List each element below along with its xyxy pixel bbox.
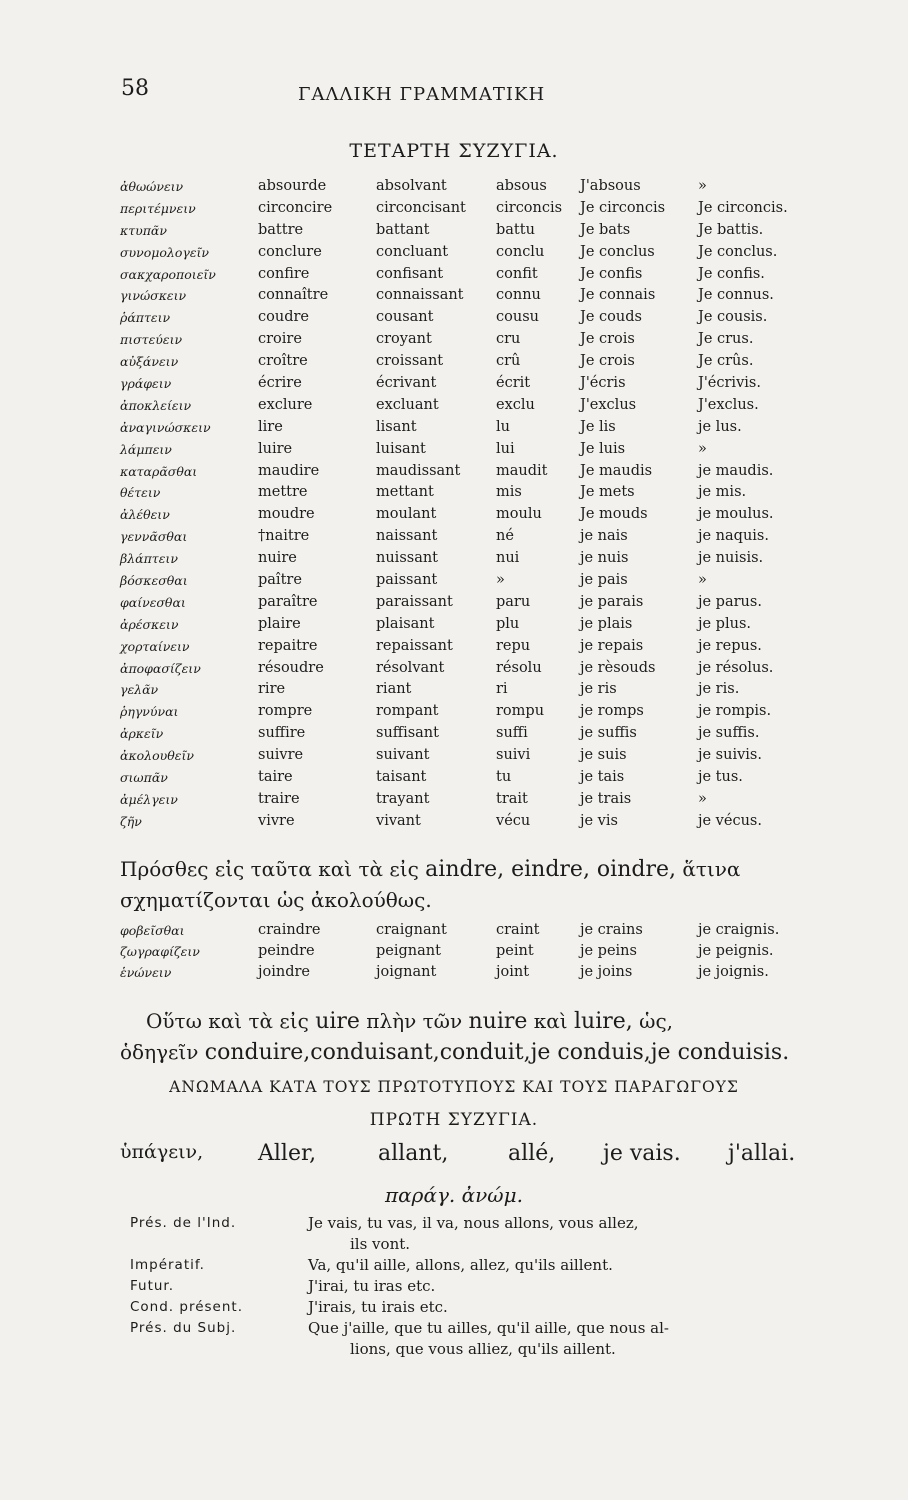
table-row <box>120 701 820 723</box>
cell-present: Je connais <box>580 287 656 304</box>
cell-past-participle: cru <box>496 331 521 348</box>
cell-greek: ἀναγινώσκειν <box>120 419 211 435</box>
table-row <box>120 417 820 439</box>
paradigm-note: παράγ. ἀνώμ. <box>385 1183 523 1207</box>
cell-participle: nuissant <box>376 550 439 567</box>
cell-greek: γεννᾶσθαι <box>120 529 188 545</box>
cell-present: Je maudis <box>580 462 653 479</box>
cell-infinitive: mettre <box>258 484 308 501</box>
cell-past-participle: nui <box>496 550 520 567</box>
table-row <box>120 242 820 264</box>
cell-past: je parus. <box>698 593 762 610</box>
aller-row <box>120 1141 820 1175</box>
cell-participle: circoncisant <box>376 199 466 216</box>
table-row <box>120 351 820 373</box>
note-uire-e: καὶ <box>533 1009 568 1033</box>
form-text: lions, que vous alliez, qu'ils aillent. <box>350 1340 616 1358</box>
aller-present: je vais. <box>603 1141 681 1166</box>
cell-present: je nais <box>580 528 628 545</box>
cell-present: Je luis <box>580 440 626 457</box>
note-aindre-lead: Πρόσθες εἰς ταῦτα καὶ τὰ εἰς <box>120 857 419 881</box>
cell-past-participle: joint <box>496 964 530 980</box>
cell-past: je ris. <box>698 681 740 698</box>
cell-past-participle: lui <box>496 440 515 457</box>
form-row <box>130 1255 820 1276</box>
aller-past: j'allai. <box>728 1141 796 1166</box>
table-row <box>120 548 820 570</box>
table-row <box>120 329 820 351</box>
cell-greek: γράφειν <box>120 376 172 392</box>
cell-past: je résolus. <box>698 659 774 676</box>
cell-past: Je crus. <box>698 331 754 348</box>
cell-greek: χορταίνειν <box>120 638 190 654</box>
cell-past-participle: circoncis <box>496 199 563 216</box>
cell-participle: croissant <box>376 353 444 370</box>
cell-present: je peins <box>580 943 637 959</box>
cell-past-participle: connu <box>496 287 541 304</box>
cell-greek: θέτειν <box>120 485 161 501</box>
cell-present: je tais <box>580 769 625 786</box>
table-row <box>120 658 820 680</box>
cell-past-participle: mis <box>496 484 522 501</box>
cell-greek: ἀθωώνειν <box>120 179 184 194</box>
form-label: Futur. <box>130 1278 175 1294</box>
cell-infinitive: lire <box>258 418 283 435</box>
cell-participle: taisant <box>376 769 427 786</box>
cell-past: je repus. <box>698 637 762 654</box>
cell-greek: σιωπᾶν <box>120 770 168 786</box>
cell-participle: suivant <box>376 747 430 764</box>
cell-past: je peignis. <box>698 943 774 959</box>
aller-forms <box>130 1213 820 1360</box>
cell-past-participle: ri <box>496 681 508 698</box>
cell-present: Je conclus <box>580 243 655 260</box>
cell-past: je tus. <box>698 769 743 786</box>
form-row <box>130 1297 820 1318</box>
cell-past: je naquis. <box>698 528 769 545</box>
cell-greek: βλάπτειν <box>120 551 178 567</box>
cell-present: J'écris <box>580 375 626 392</box>
cell-past: je moulus. <box>698 506 774 523</box>
cell-past-participle: né <box>496 528 514 545</box>
note-aindre-line-1 <box>120 854 820 885</box>
cell-past: je suivis. <box>698 747 762 764</box>
cell-greek: φοβεῖσθαι <box>120 923 185 938</box>
cell-past-participle: confit <box>496 265 538 282</box>
cell-participle: luisant <box>376 440 426 457</box>
cell-past: je craignis. <box>698 922 780 938</box>
table-row <box>120 285 820 307</box>
cell-participle: paissant <box>376 572 438 589</box>
cell-present: je suis <box>580 747 627 764</box>
cell-greek: περιτέμνειν <box>120 200 196 216</box>
cell-present: Je bats <box>580 221 631 238</box>
aindre-table <box>120 920 820 983</box>
cell-participle: repaissant <box>376 637 453 654</box>
cell-greek: ἀποκλείειν <box>120 397 192 413</box>
cell-past: » <box>698 790 707 807</box>
form-label: Prés. du Subj. <box>130 1320 237 1336</box>
conjugation-table <box>120 176 820 833</box>
cell-infinitive: suivre <box>258 747 304 764</box>
cell-infinitive: repaitre <box>258 637 318 654</box>
cell-past: Je battis. <box>698 221 764 238</box>
cell-present: je ris <box>580 681 617 698</box>
cell-past-participle: suffi <box>496 725 528 742</box>
cell-greek: ἀκολουθεῖν <box>120 748 194 764</box>
note-aindre-tail1: ἅτινα <box>682 857 741 881</box>
cell-participle: paraissant <box>376 593 453 610</box>
cell-infinitive: luire <box>258 440 293 457</box>
cell-infinitive: maudire <box>258 462 320 479</box>
cell-infinitive: circoncire <box>258 199 333 216</box>
cell-past-participle: conclu <box>496 243 545 260</box>
cell-greek: ἀρέσκειν <box>120 616 179 632</box>
cell-greek: καταρᾶσθαι <box>120 463 198 479</box>
cell-greek: γελᾶν <box>120 682 159 698</box>
cell-infinitive: exclure <box>258 396 313 413</box>
cell-infinitive: confire <box>258 265 310 282</box>
page-number: 58 <box>121 76 149 101</box>
cell-present: Je lis <box>580 418 616 435</box>
note-uire-c: πλὴν τῶν <box>366 1009 463 1033</box>
cell-participle: trayant <box>376 790 430 807</box>
cell-greek: ζωγραφίζειν <box>120 944 200 959</box>
cell-present: Je circoncis <box>580 199 666 216</box>
cell-participle: excluant <box>376 396 439 413</box>
note-uire-b: uire <box>315 1009 360 1034</box>
cell-present: je plais <box>580 615 633 632</box>
cell-participle: rompant <box>376 703 439 720</box>
cell-past: Je circoncis. <box>698 199 788 216</box>
note-uire-line-2 <box>120 1037 820 1068</box>
cell-participle: concluant <box>376 243 449 260</box>
section-title: ΤΕΤΑΡΤΗ ΣΥΖΥΓΙΑ. <box>349 140 559 162</box>
cell-infinitive: écrire <box>258 375 302 392</box>
cell-past: J'exclus. <box>698 396 759 413</box>
cell-infinitive: traire <box>258 790 300 807</box>
cell-past-participle: moulu <box>496 506 542 523</box>
form-text: Je vais, tu vas, il va, nous allons, vous allez, <box>308 1214 639 1232</box>
table-row <box>120 745 820 767</box>
cell-present: je repais <box>580 637 644 654</box>
cell-infinitive: conclure <box>258 243 322 260</box>
note-aindre-line-2: σχηματίζονται ὡς ἀκολούθως. <box>120 888 432 912</box>
cell-participle: vivant <box>376 812 421 829</box>
cell-participle: résolvant <box>376 659 445 676</box>
cell-past-participle: repu <box>496 637 531 654</box>
cell-infinitive: résoudre <box>258 659 324 676</box>
cell-past-participle: peint <box>496 943 534 959</box>
note-uire-line-1 <box>120 1006 820 1037</box>
cell-participle: cousant <box>376 309 434 326</box>
cell-infinitive: absourde <box>258 178 327 194</box>
table-row <box>120 636 820 658</box>
table-row <box>120 395 820 417</box>
cell-present: Je mets <box>580 484 635 501</box>
running-title: ΓΑΛΛΙΚΗ ΓΡΑΜΜΑΤΙΚΗ <box>298 84 546 105</box>
cell-infinitive: rire <box>258 681 286 698</box>
cell-greek: συνομολογεῖν <box>120 244 210 260</box>
cell-past: je nuisis. <box>698 550 764 567</box>
aller-past-participle: allé, <box>508 1141 556 1166</box>
cell-infinitive: paître <box>258 572 302 589</box>
table-row <box>120 614 820 636</box>
cell-past: J'écrivis. <box>698 375 761 392</box>
table-row <box>120 962 820 983</box>
anomalia-subtitle: ΠΡΩΤΗ ΣΥΖΥΓΙΑ. <box>369 1110 539 1130</box>
cell-past-participle: plu <box>496 615 520 632</box>
cell-past-participle: écrit <box>496 375 531 392</box>
table-row <box>120 941 820 962</box>
form-text: Que j'aille, que tu ailles, qu'il aille, que nous al- <box>308 1319 669 1337</box>
cell-greek: κτυπᾶν <box>120 222 167 238</box>
cell-present: J'absous <box>580 178 641 194</box>
cell-participle: absolvant <box>376 178 447 194</box>
cell-greek: ἀποφασίζειν <box>120 660 201 676</box>
cell-past-participle: résolu <box>496 659 542 676</box>
cell-greek: γινώσκειν <box>120 288 187 304</box>
cell-participle: plaisant <box>376 615 435 632</box>
cell-infinitive: battre <box>258 221 304 238</box>
note-uire <box>120 1006 820 1068</box>
cell-participle: lisant <box>376 418 417 435</box>
cell-infinitive: coudre <box>258 309 309 326</box>
cell-infinitive: plaire <box>258 615 301 632</box>
cell-past-participle: rompu <box>496 703 545 720</box>
cell-participle: mettant <box>376 484 434 501</box>
cell-past: » <box>698 572 707 589</box>
cell-past-participle: exclu <box>496 396 535 413</box>
form-label: Prés. de l'Ind. <box>130 1215 237 1231</box>
cell-infinitive: †naitre <box>258 528 310 545</box>
table-row <box>120 439 820 461</box>
table-row <box>120 198 820 220</box>
cell-greek: βόσκεσθαι <box>120 573 188 589</box>
table-row <box>120 264 820 286</box>
cell-past: Je connus. <box>698 287 774 304</box>
cell-greek: λάμπειν <box>120 441 172 457</box>
note-uire-a: Οὕτω καὶ τὰ εἰς <box>146 1009 309 1033</box>
cell-past-participle: maudit <box>496 462 548 479</box>
cell-participle: peignant <box>376 943 441 959</box>
table-row <box>120 220 820 242</box>
cell-past: je suffis. <box>698 725 760 742</box>
cell-infinitive: croire <box>258 331 302 348</box>
cell-past: je plus. <box>698 615 751 632</box>
note-uire-h: ὁδηγεῖν <box>120 1040 199 1064</box>
cell-past: » <box>698 440 707 457</box>
cell-past-participle: lu <box>496 418 510 435</box>
cell-present: je suffis <box>580 725 637 742</box>
cell-infinitive: rompre <box>258 703 313 720</box>
cell-present: je pais <box>580 572 628 589</box>
cell-past-participle: cousu <box>496 309 539 326</box>
form-text: J'irais, tu irais etc. <box>308 1298 448 1316</box>
cell-past: je vécus. <box>698 812 762 829</box>
cell-participle: confisant <box>376 265 444 282</box>
cell-past-participle: » <box>496 572 505 589</box>
table-row <box>120 504 820 526</box>
form-row <box>130 1213 820 1255</box>
cell-past-participle: absous <box>496 178 547 194</box>
form-text: ils vont. <box>350 1235 411 1253</box>
cell-infinitive: joindre <box>258 964 310 980</box>
cell-infinitive: moudre <box>258 506 315 523</box>
cell-present: je crains <box>580 922 643 938</box>
cell-present: je parais <box>580 593 644 610</box>
cell-infinitive: nuire <box>258 550 297 567</box>
cell-infinitive: croître <box>258 353 308 370</box>
cell-participle: moulant <box>376 506 437 523</box>
cell-infinitive: craindre <box>258 922 321 938</box>
cell-present: J'exclus <box>580 396 637 413</box>
cell-greek: ἀλέθειν <box>120 507 170 523</box>
cell-past: je mis. <box>698 484 747 501</box>
note-aindre <box>120 854 820 915</box>
cell-greek: αὐξάνειν <box>120 354 179 370</box>
cell-participle: naissant <box>376 528 438 545</box>
form-label: Impératif. <box>130 1257 205 1273</box>
form-text: J'irai, tu iras etc. <box>308 1277 436 1295</box>
cell-present: Je crois <box>580 331 635 348</box>
cell-participle: battant <box>376 221 430 238</box>
cell-participle: joignant <box>376 964 437 980</box>
cell-past-participle: suivi <box>496 747 531 764</box>
cell-past-participle: battu <box>496 221 535 238</box>
cell-past: je maudis. <box>698 462 774 479</box>
cell-past: je lus. <box>698 418 742 435</box>
cell-greek: φαίνεσθαι <box>120 594 186 610</box>
cell-participle: craignant <box>376 922 447 938</box>
note-aindre-french: aindre, eindre, oindre, <box>425 857 676 882</box>
table-row <box>120 811 820 833</box>
cell-past: » <box>698 178 707 194</box>
cell-greek: ἀμέλγειν <box>120 791 178 807</box>
cell-present: Je couds <box>580 309 642 326</box>
cell-participle: suffisant <box>376 725 439 742</box>
form-text: Va, qu'il aille, allons, allez, qu'ils aillent. <box>308 1256 613 1274</box>
cell-present: je joins <box>580 964 633 980</box>
cell-participle: riant <box>376 681 412 698</box>
cell-past-participle: vécu <box>496 812 531 829</box>
table-row <box>120 789 820 811</box>
cell-infinitive: suffire <box>258 725 306 742</box>
note-uire-f: luire, <box>574 1009 633 1034</box>
cell-past-participle: crû <box>496 353 521 370</box>
aller-participle: allant, <box>378 1141 449 1166</box>
note-uire-i: conduire,conduisant,conduit,je conduis,je conduisis. <box>204 1040 790 1065</box>
cell-greek: σακχαροποιεῖν <box>120 266 216 282</box>
cell-present: Je mouds <box>580 506 648 523</box>
cell-participle: croyant <box>376 331 432 348</box>
table-row <box>120 176 820 198</box>
table-row <box>120 461 820 483</box>
cell-past: Je confis. <box>698 265 765 282</box>
cell-infinitive: connaître <box>258 287 329 304</box>
form-row <box>130 1318 820 1360</box>
cell-greek: ῥάπτειν <box>120 310 171 326</box>
table-row <box>120 592 820 614</box>
table-row <box>120 767 820 789</box>
cell-present: je nuis <box>580 550 629 567</box>
aller-greek: ὑπάγειν, <box>120 1141 204 1163</box>
cell-past: je rompis. <box>698 703 772 720</box>
cell-past-participle: tu <box>496 769 512 786</box>
cell-greek: πιστεύειν <box>120 332 183 348</box>
table-row <box>120 373 820 395</box>
aller-infinitive: Aller, <box>258 1141 317 1166</box>
table-row <box>120 526 820 548</box>
cell-past: Je cousis. <box>698 309 768 326</box>
table-row <box>120 307 820 329</box>
cell-infinitive: taire <box>258 769 293 786</box>
cell-past: Je crûs. <box>698 353 754 370</box>
cell-present: Je crois <box>580 353 635 370</box>
cell-infinitive: vivre <box>258 812 295 829</box>
cell-past-participle: craint <box>496 922 540 938</box>
cell-present: je trais <box>580 790 632 807</box>
cell-past-participle: trait <box>496 790 528 807</box>
table-row <box>120 679 820 701</box>
cell-past: je joignis. <box>698 964 769 980</box>
table-row <box>120 570 820 592</box>
anomalia-title: ΑΝΩΜΑΛΑ ΚΑΤΑ ΤΟΥΣ ΠΡΩΤΟΤΥΠΟΥΣ ΚΑΙ ΤΟΥΣ ΠΑΡΑΓΩΓΟΥΣ <box>169 1078 739 1096</box>
cell-infinitive: peindre <box>258 943 315 959</box>
cell-participle: connaissant <box>376 287 464 304</box>
table-row <box>120 920 820 941</box>
cell-past: Je conclus. <box>698 243 778 260</box>
cell-participle: maudissant <box>376 462 461 479</box>
cell-greek: ζῆν <box>120 813 142 829</box>
cell-greek: ἀρκεῖν <box>120 726 164 742</box>
note-uire-g: ὡς, <box>639 1009 674 1033</box>
table-row <box>120 723 820 745</box>
cell-present: je romps <box>580 703 644 720</box>
cell-infinitive: paraître <box>258 593 318 610</box>
cell-present: je rèsouds <box>580 659 656 676</box>
form-label: Cond. présent. <box>130 1299 244 1315</box>
form-row <box>130 1276 820 1297</box>
cell-participle: écrivant <box>376 375 437 392</box>
cell-past-participle: paru <box>496 593 531 610</box>
cell-greek: ῥηγνύναι <box>120 704 179 720</box>
cell-present: je vis <box>580 812 618 829</box>
cell-present: Je confis <box>580 265 643 282</box>
note-uire-d: nuire <box>468 1009 528 1034</box>
table-row <box>120 482 820 504</box>
cell-greek: ἑνώνειν <box>120 965 172 980</box>
